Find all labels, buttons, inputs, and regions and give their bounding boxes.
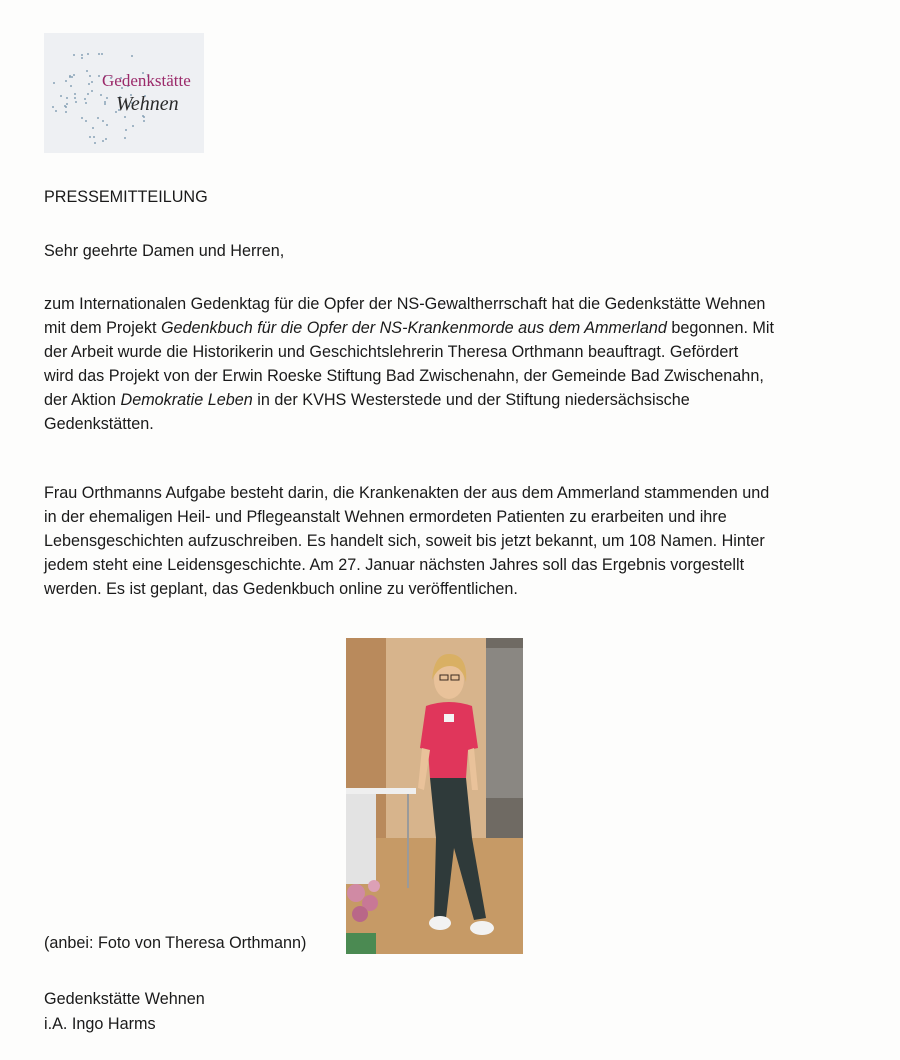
logo-dot [102, 140, 104, 142]
logo-dot [125, 129, 127, 131]
logo-text-line2: Wehnen [116, 93, 179, 115]
paragraph-line: Frau Orthmanns Aufgabe besteht darin, die Krankenakten der aus dem Ammerland stammenden und [44, 484, 770, 502]
text-run: begonnen. Mit [666, 319, 775, 337]
paragraph-line [44, 317, 774, 341]
logo-dot [104, 103, 106, 105]
project-title: Gedenkbuch für die Opfer der NS-Krankenmorde aus dem Ammerland [160, 319, 667, 337]
logo-dot [66, 103, 68, 105]
logo-dot [81, 57, 83, 59]
logo-dot [106, 97, 108, 99]
logo-dot [70, 85, 72, 87]
logo-dot [66, 97, 68, 99]
logo-dot [98, 75, 100, 77]
logo-dot [132, 125, 134, 127]
logo-dot [93, 136, 95, 138]
logo-dot [91, 90, 93, 92]
logo-dot [102, 120, 104, 122]
logo-dot [143, 120, 145, 122]
portrait-photo [346, 638, 523, 954]
paragraph-line: Lebensgeschichten aufzuschreiben. Es handelt sich, soweit bis jetzt bekannt, um 108 Namen. Hinter [44, 532, 765, 550]
logo-dot [81, 54, 83, 56]
signature-organization: Gedenkstätte Wehnen [44, 990, 205, 1008]
text-run: mit dem Projekt [44, 319, 161, 337]
logo-dot [124, 116, 126, 118]
photo-caption: (anbei: Foto von Theresa Orthmann) [44, 934, 307, 952]
action-title: Demokratie Leben [120, 391, 253, 409]
logo-dot [143, 116, 145, 118]
logo-dot [74, 93, 76, 95]
salutation: Sehr geehrte Damen und Herren, [44, 242, 285, 260]
document-heading: PRESSEMITTEILUNG [44, 188, 208, 206]
logo-dot [94, 142, 96, 144]
logo-dot [60, 95, 62, 97]
logo [44, 33, 204, 153]
logo-dot [75, 101, 77, 103]
logo-dot [88, 83, 90, 85]
logo-dot [86, 70, 88, 72]
logo-dot [92, 127, 94, 129]
paragraph-line: zum Internationalen Gedenktag für die Opfer der NS-Gewaltherrschaft hat die Gedenkstätte Wehnen [44, 295, 766, 313]
paragraph-line: der Arbeit wurde die Historikerin und Geschichtslehrerin Theresa Orthmann beauftragt. Gefördert [44, 343, 739, 361]
logo-dot [100, 94, 102, 96]
logo-dot [65, 106, 67, 108]
logo-dot [73, 54, 75, 56]
logo-dot [124, 137, 126, 139]
logo-dot [85, 102, 87, 104]
logo-dot [91, 81, 93, 83]
logo-dot [81, 117, 83, 119]
signature-name: i.A. Ingo Harms [44, 1015, 156, 1033]
logo-dot [97, 117, 99, 119]
logo-dot [65, 111, 67, 113]
logo-dot [89, 136, 91, 138]
logo-dot [69, 75, 71, 77]
logo-dot [85, 120, 87, 122]
text-run: in der KVHS Westerstede und der Stiftung niedersächsische [252, 391, 690, 409]
paragraph-line: in der ehemaligen Heil- und Pflegeanstalt Wehnen ermordeten Patienten zu erarbeiten und ihre [44, 508, 727, 526]
logo-dot [71, 76, 73, 78]
logo-dot [73, 74, 75, 76]
logo-dot [89, 75, 91, 77]
logo-dot [87, 53, 89, 55]
paragraph-line: werden. Es ist geplant, das Gedenkbuch online zu veröffentlichen. [44, 580, 518, 598]
logo-dot [106, 124, 108, 126]
logo-dot [131, 55, 133, 57]
logo-dot [98, 53, 100, 55]
paragraph-line: Gedenkstätten. [44, 415, 154, 433]
logo-dot [55, 110, 57, 112]
logo-dot [53, 82, 55, 84]
logo-text-line1: Gedenkstätte [102, 71, 191, 90]
paragraph-line: wird das Projekt von der Erwin Roeske Stiftung Bad Zwischenahn, der Gemeinde Bad Zwischenahn, [44, 367, 764, 385]
logo-dot [65, 80, 67, 82]
logo-dot [52, 106, 54, 108]
paragraph-line: jedem steht eine Leidensgeschichte. Am 27. Januar nächsten Jahres soll das Ergebnis vorgestellt [44, 556, 745, 574]
logo-dot [105, 138, 107, 140]
logo-dot [74, 97, 76, 99]
text-run: der Aktion [44, 391, 121, 409]
logo-dot [87, 93, 89, 95]
logo-dot [101, 53, 103, 55]
paragraph-line [44, 389, 690, 413]
logo-dot [84, 98, 86, 100]
